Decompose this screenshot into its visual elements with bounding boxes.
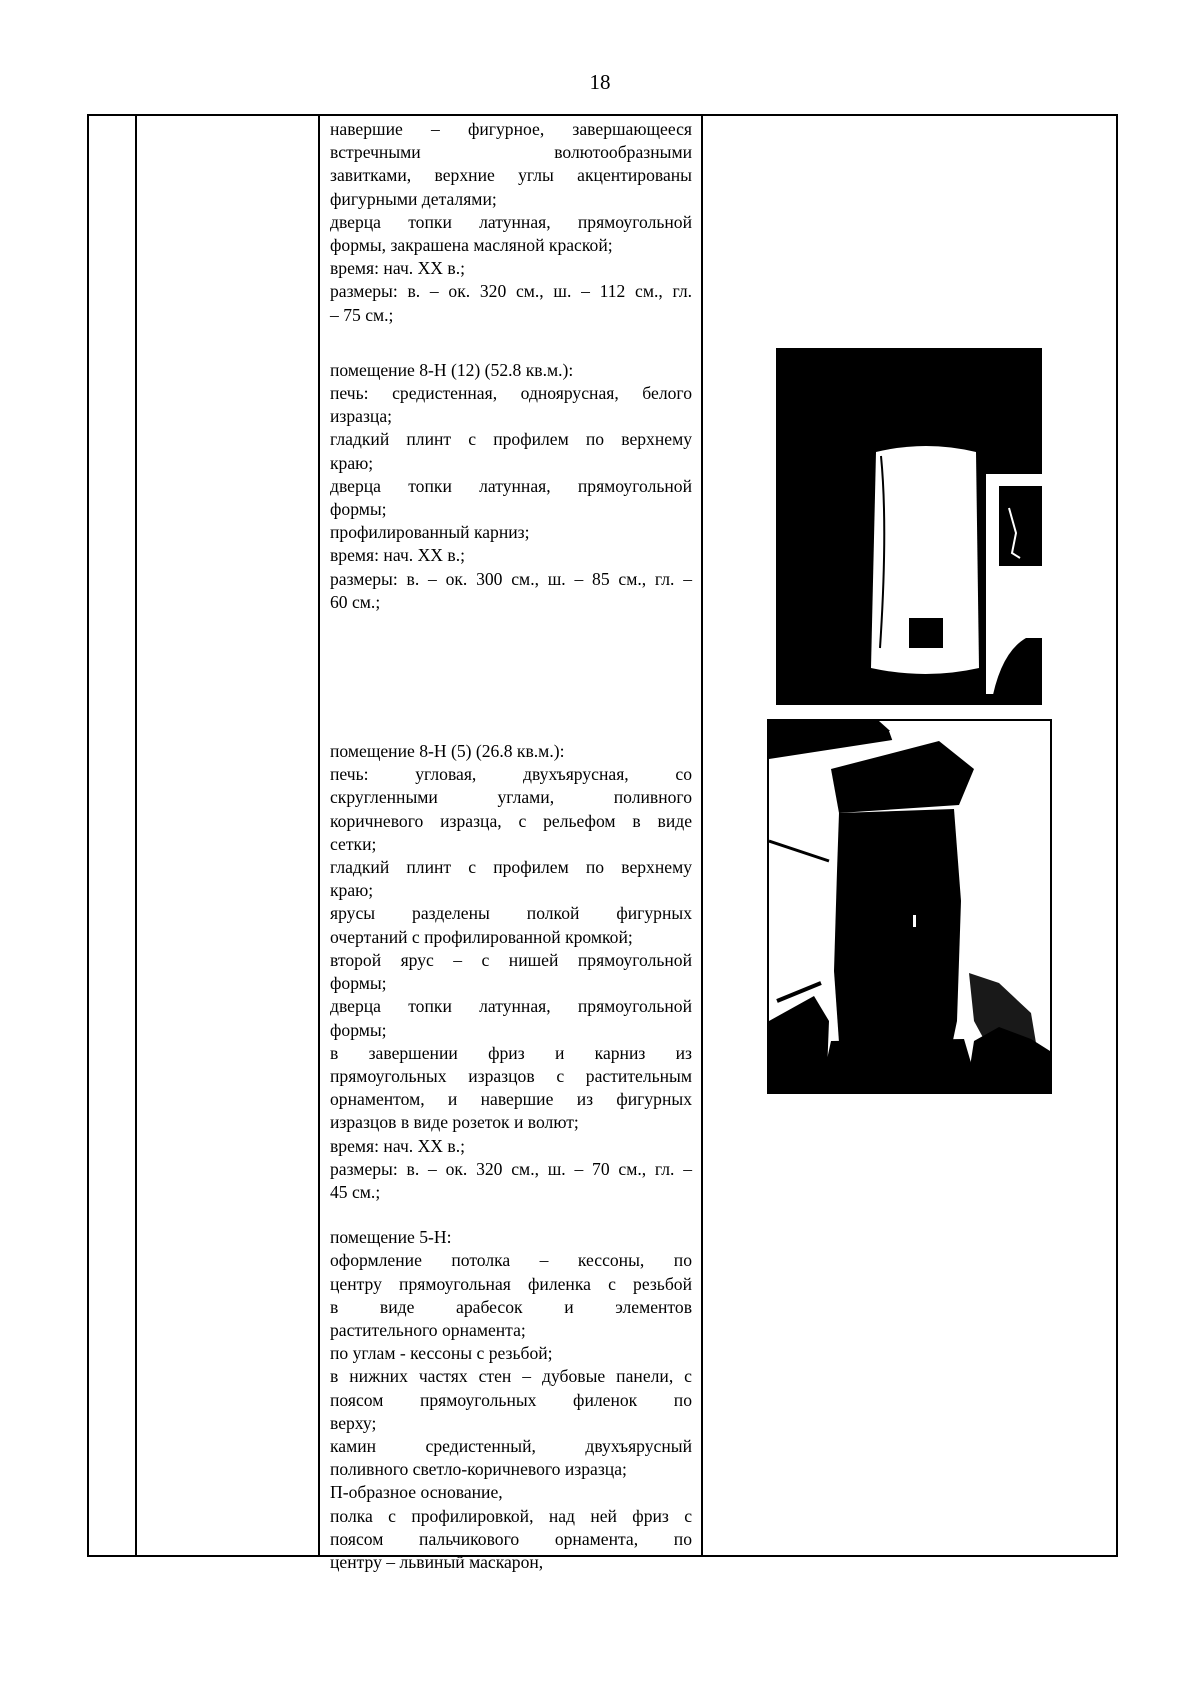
text-line: время: нач. XX в.; <box>330 545 465 566</box>
text-line: 60 см.; <box>330 591 381 612</box>
stove-photo-room-8n-12 <box>776 348 1042 705</box>
text-line: сетки; <box>330 833 377 854</box>
column-divider <box>135 116 137 1555</box>
room-heading: помещение 5-Н: <box>330 1227 452 1248</box>
text-line: размеры: в. – ок. 320 см., ш. – 112 см., гл. <box>330 281 692 302</box>
text-line: очертаний с профилированной кромкой; <box>330 926 633 947</box>
text-line: полка с профилировкой, над ней фриз с <box>330 1505 692 1526</box>
text-line: прямоугольных изразцов с растительным <box>330 1065 692 1086</box>
text-line: поясом пальчикового орнамента, по <box>330 1528 692 1549</box>
text-line: дверца топки латунная, прямоугольной <box>330 475 692 496</box>
text-line: ярусы разделены полкой фигурных <box>330 903 692 924</box>
text-line: фигурными деталями; <box>330 188 497 209</box>
page-number: 18 <box>589 70 611 94</box>
text-line: формы; <box>330 973 387 994</box>
text-line: изразцов в виде розеток и волют; <box>330 1112 579 1133</box>
entry-room-8n-12 <box>330 359 692 614</box>
text-line: гладкий плинт с профилем по верхнему <box>330 429 692 450</box>
text-line: гладкий плинт с профилем по верхнему <box>330 857 692 878</box>
column-divider <box>318 116 320 1555</box>
text-line: изразца; <box>330 406 393 427</box>
entry-room-8n-5 <box>330 740 692 1204</box>
text-line: встречными волютообразными <box>330 142 692 163</box>
text-line: в виде арабесок и элементов <box>330 1296 692 1317</box>
text-line: краю; <box>330 880 374 901</box>
description-column <box>330 118 692 1574</box>
text-line: поливного светло-коричневого изразца; <box>330 1459 627 1480</box>
text-line: завитками, верхние углы акцентированы <box>330 165 692 186</box>
text-line: печь: угловая, двухъярусная, со <box>330 764 692 785</box>
text-line: по углам - кессоны с резьбой; <box>330 1343 553 1364</box>
text-line: второй ярус – с нишей прямоугольной <box>330 949 692 970</box>
text-line: краю; <box>330 452 374 473</box>
text-line: центру прямоугольная филенка с резьбой <box>330 1273 692 1294</box>
text-line: время: нач. XX в.; <box>330 258 465 279</box>
text-line: скругленными углами, поливного <box>330 787 692 808</box>
text-line: – 75 см.; <box>330 304 394 325</box>
text-line: центру – львиный маскарон, <box>330 1551 544 1572</box>
stove-photo-room-8n-5 <box>767 719 1052 1094</box>
room-heading: помещение 8-Н (5) (26.8 кв.м.): <box>330 741 565 762</box>
text-line: растительного орнамента; <box>330 1319 526 1340</box>
text-line: формы; <box>330 1019 387 1040</box>
text-line: в завершении фриз и карниз из <box>330 1042 692 1063</box>
text-line: время: нач. XX в.; <box>330 1135 465 1156</box>
text-line: 45 см.; <box>330 1181 381 1202</box>
text-line: навершие – фигурное, завершающееся <box>330 119 692 139</box>
text-line: камин средистенный, двухъярусный <box>330 1435 692 1456</box>
text-line: дверца топки латунная, прямоугольной <box>330 211 692 232</box>
text-line: оформление потолка – кессоны, по <box>330 1250 692 1271</box>
entry-continuation <box>330 118 692 327</box>
column-divider <box>701 116 703 1555</box>
text-line: формы; <box>330 499 387 520</box>
text-line: верху; <box>330 1412 377 1433</box>
text-line: размеры: в. – ок. 300 см., ш. – 85 см., гл. – <box>330 568 692 589</box>
text-line: формы, закрашена масляной краской; <box>330 235 613 256</box>
text-line: в нижних частях стен – дубовые панели, с <box>330 1366 692 1387</box>
text-line: дверца топки латунная, прямоугольной <box>330 996 692 1017</box>
text-line: размеры: в. – ок. 320 см., ш. – 70 см., гл. – <box>330 1158 692 1179</box>
room-heading: помещение 8-Н (12) (52.8 кв.м.): <box>330 359 574 380</box>
entry-room-5n <box>330 1226 692 1574</box>
text-line: профилированный карниз; <box>330 522 530 543</box>
text-line: коричневого изразца, с рельефом в виде <box>330 810 692 831</box>
text-line: поясом прямоугольных филенок по <box>330 1389 692 1410</box>
text-line: П-образное основание, <box>330 1482 503 1503</box>
text-line: печь: средистенная, одноярусная, белого <box>330 383 692 404</box>
text-line: орнаментом, и навершие из фигурных <box>330 1089 692 1110</box>
